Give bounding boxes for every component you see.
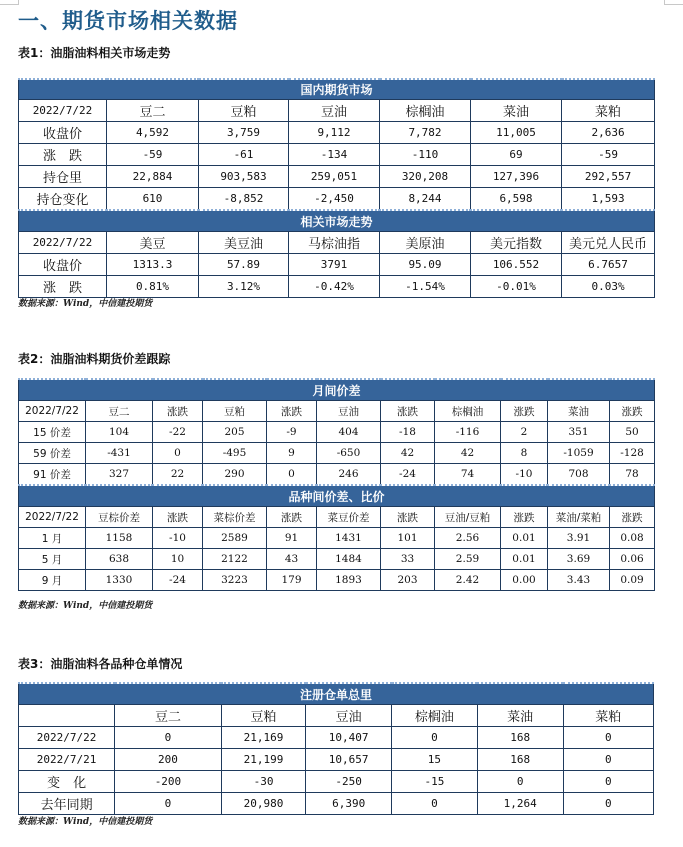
row-label: 91 价差 — [19, 464, 86, 486]
cell: 0 — [563, 749, 653, 771]
cell: 3.69 — [548, 549, 610, 570]
cell: -61 — [199, 144, 289, 166]
table1-header-row — [19, 232, 655, 254]
header-cell: 豆粕 — [221, 705, 306, 727]
cell: -116 — [435, 422, 501, 443]
cell: -9 — [267, 422, 317, 443]
cell: -200 — [115, 771, 222, 793]
table3-caption: 表3：油脂油料各品种仓单情况 — [18, 657, 183, 671]
table-row — [19, 144, 655, 166]
cell: 0.01 — [501, 549, 548, 570]
header-cell: 豆二 — [107, 100, 199, 122]
header-cell: 菜油 — [548, 401, 610, 422]
row-label: 持仓里 — [19, 166, 107, 188]
row-label: 2022/7/22 — [19, 727, 115, 749]
cell: -59 — [107, 144, 199, 166]
cell: 3.12% — [199, 276, 289, 298]
band-title: 品种间价差、比价 — [19, 485, 655, 507]
cell: 0 — [115, 793, 222, 815]
cell: 3223 — [203, 570, 267, 591]
cell: 205 — [203, 422, 267, 443]
cell: 320,208 — [380, 166, 471, 188]
cell: 0 — [392, 793, 478, 815]
cell: -0.42% — [289, 276, 380, 298]
cell: -1059 — [548, 443, 610, 464]
cell: 3.43 — [548, 570, 610, 591]
header-cell: 菜油 — [471, 100, 562, 122]
cell: 0.01 — [501, 528, 548, 549]
cell: 69 — [471, 144, 562, 166]
header-cell: 涨跌 — [610, 507, 655, 528]
cell: 404 — [317, 422, 381, 443]
cell: -110 — [380, 144, 471, 166]
cell: 0 — [563, 727, 653, 749]
cell: -1.54% — [380, 276, 471, 298]
table1-market-trend — [18, 78, 655, 298]
cell: -8,852 — [199, 188, 289, 211]
cell: -22 — [153, 422, 203, 443]
table-row — [19, 727, 654, 749]
cell: 0.81% — [107, 276, 199, 298]
row-label: 持仓变化 — [19, 188, 107, 211]
table2-header-row — [19, 401, 655, 422]
table-row — [19, 276, 655, 298]
cell: 10,657 — [306, 749, 392, 771]
header-cell: 涨跌 — [153, 507, 203, 528]
cell: -18 — [381, 422, 435, 443]
header-cell: 涨跌 — [610, 401, 655, 422]
table3-section-title-row — [19, 683, 654, 705]
cell: 2.42 — [435, 570, 501, 591]
cell: 2122 — [203, 549, 267, 570]
cell: 10,407 — [306, 727, 392, 749]
header-cell — [19, 705, 115, 727]
cell: -650 — [317, 443, 381, 464]
header-cell: 豆粕 — [199, 100, 289, 122]
cell: 91 — [267, 528, 317, 549]
row-label: 涨 跌 — [19, 144, 107, 166]
row-label: 去年同期 — [19, 793, 115, 815]
cell: 708 — [548, 464, 610, 486]
table1-caption: 表1：油脂油料相关市场走势 — [18, 46, 171, 60]
cell: 179 — [267, 570, 317, 591]
row-label: 收盘价 — [19, 122, 107, 144]
table3-warehouse-receipts — [18, 682, 654, 815]
table-row — [19, 528, 655, 549]
cell: -2,450 — [289, 188, 380, 211]
cell: -30 — [221, 771, 306, 793]
header-cell: 美豆油 — [199, 232, 289, 254]
header-cell: 2022/7/22 — [19, 401, 86, 422]
cell: 127,396 — [471, 166, 562, 188]
header-cell: 涨跌 — [381, 401, 435, 422]
header-cell: 棕榈油 — [392, 705, 478, 727]
cell: 3.91 — [548, 528, 610, 549]
header-cell: 豆油 — [306, 705, 392, 727]
table2-section-monthly-title-row — [19, 379, 655, 401]
cell: 200 — [115, 749, 222, 771]
table2-header-row — [19, 507, 655, 528]
table-row — [19, 188, 655, 211]
cell: 1158 — [86, 528, 153, 549]
cell: 20,980 — [221, 793, 306, 815]
table2-section-intervariety-title-row — [19, 485, 655, 507]
cell: 1893 — [317, 570, 381, 591]
header-cell: 美元兑人民币 — [562, 232, 655, 254]
header-cell: 菜粕 — [563, 705, 653, 727]
cell: 1484 — [317, 549, 381, 570]
cell: 0 — [115, 727, 222, 749]
table-row — [19, 749, 654, 771]
cell: 2.56 — [435, 528, 501, 549]
cell: 101 — [381, 528, 435, 549]
table-row — [19, 166, 655, 188]
cell: 95.09 — [380, 254, 471, 276]
cell: 9,112 — [289, 122, 380, 144]
cell: 57.89 — [199, 254, 289, 276]
table-row — [19, 793, 654, 815]
cell: 246 — [317, 464, 381, 486]
cell: -24 — [153, 570, 203, 591]
cell: 0 — [153, 443, 203, 464]
cell: 0.03% — [562, 276, 655, 298]
header-cell: 豆粕 — [203, 401, 267, 422]
cell: 2 — [501, 422, 548, 443]
cell: -10 — [153, 528, 203, 549]
table2-caption: 表2：油脂油料期货价差跟踪 — [18, 352, 171, 366]
row-label: 涨 跌 — [19, 276, 107, 298]
cell: 104 — [86, 422, 153, 443]
cell: 1431 — [317, 528, 381, 549]
row-label: 59 价差 — [19, 443, 86, 464]
cell: 351 — [548, 422, 610, 443]
header-cell: 菜豆价差 — [317, 507, 381, 528]
cell: 42 — [435, 443, 501, 464]
table3-header-row — [19, 705, 654, 727]
cell: 22,884 — [107, 166, 199, 188]
table-row — [19, 122, 655, 144]
header-cell: 菜油 — [477, 705, 563, 727]
table-row — [19, 464, 655, 486]
cell: -24 — [381, 464, 435, 486]
cell: 6,598 — [471, 188, 562, 211]
cell: 2.59 — [435, 549, 501, 570]
cell: -250 — [306, 771, 392, 793]
cell: 8 — [501, 443, 548, 464]
cell: 1313.3 — [107, 254, 199, 276]
cell: 290 — [203, 464, 267, 486]
cell: 168 — [477, 749, 563, 771]
cell: 8,244 — [380, 188, 471, 211]
cell: 33 — [381, 549, 435, 570]
table-row — [19, 570, 655, 591]
table3-source-note: 数据来源：Wind，中信建投期货 — [18, 817, 153, 827]
table1-section-related-title-row — [19, 210, 655, 232]
cell: 22 — [153, 464, 203, 486]
cell: 3791 — [289, 254, 380, 276]
cell: -134 — [289, 144, 380, 166]
header-cell: 涨跌 — [267, 507, 317, 528]
cell: 43 — [267, 549, 317, 570]
table1-section-domestic-title-row — [19, 79, 655, 100]
cell: 0.08 — [610, 528, 655, 549]
header-cell: 棕榈油 — [380, 100, 471, 122]
header-cell: 2022/7/22 — [19, 100, 107, 122]
cell: 6.7657 — [562, 254, 655, 276]
row-label: 2022/7/21 — [19, 749, 115, 771]
header-cell: 涨跌 — [153, 401, 203, 422]
table-row — [19, 771, 654, 793]
page-corner-mark — [664, 0, 683, 5]
header-cell: 美豆 — [107, 232, 199, 254]
cell: 0 — [563, 771, 653, 793]
cell: 50 — [610, 422, 655, 443]
row-label: 5 月 — [19, 549, 86, 570]
cell: 7,782 — [380, 122, 471, 144]
page-corner-mark — [0, 0, 19, 5]
cell: 0 — [267, 464, 317, 486]
table-row — [19, 422, 655, 443]
row-label: 变 化 — [19, 771, 115, 793]
cell: 2,636 — [562, 122, 655, 144]
cell: 6,390 — [306, 793, 392, 815]
header-cell: 豆棕价差 — [86, 507, 153, 528]
row-label: 9 月 — [19, 570, 86, 591]
row-label: 15 价差 — [19, 422, 86, 443]
cell: 74 — [435, 464, 501, 486]
table1-header-row — [19, 100, 655, 122]
band-title: 国内期货市场 — [19, 79, 655, 100]
cell: 0 — [477, 771, 563, 793]
cell: 168 — [477, 727, 563, 749]
cell: 903,583 — [199, 166, 289, 188]
header-cell: 菜棕价差 — [203, 507, 267, 528]
cell: -495 — [203, 443, 267, 464]
table1-source-note: 数据来源：Wind，中信建投期货 — [18, 299, 153, 309]
table2-spread-tracking — [18, 378, 655, 591]
cell: -431 — [86, 443, 153, 464]
header-cell: 豆二 — [115, 705, 222, 727]
header-cell: 马棕油指 — [289, 232, 380, 254]
cell: 0.06 — [610, 549, 655, 570]
cell: 638 — [86, 549, 153, 570]
band-title: 注册仓单总里 — [19, 683, 654, 705]
header-cell: 2022/7/22 — [19, 507, 86, 528]
row-label: 1 月 — [19, 528, 86, 549]
cell: 1,264 — [477, 793, 563, 815]
header-cell: 美元指数 — [471, 232, 562, 254]
header-cell: 涨跌 — [501, 401, 548, 422]
cell: 0.09 — [610, 570, 655, 591]
header-cell: 豆油 — [289, 100, 380, 122]
table-row — [19, 443, 655, 464]
cell: 10 — [153, 549, 203, 570]
row-label: 收盘价 — [19, 254, 107, 276]
cell: 203 — [381, 570, 435, 591]
header-cell: 涨跌 — [501, 507, 548, 528]
cell: 1330 — [86, 570, 153, 591]
cell: 1,593 — [562, 188, 655, 211]
header-cell: 豆二 — [86, 401, 153, 422]
cell: -0.01% — [471, 276, 562, 298]
cell: -59 — [562, 144, 655, 166]
band-title: 相关市场走势 — [19, 210, 655, 232]
cell: 78 — [610, 464, 655, 486]
cell: 11,005 — [471, 122, 562, 144]
cell: 9 — [267, 443, 317, 464]
header-cell: 豆油 — [317, 401, 381, 422]
header-cell: 菜粕 — [562, 100, 655, 122]
header-cell: 棕榈油 — [435, 401, 501, 422]
cell: 292,557 — [562, 166, 655, 188]
table-row — [19, 549, 655, 570]
cell: 4,592 — [107, 122, 199, 144]
cell: -10 — [501, 464, 548, 486]
header-cell: 豆油/豆粕 — [435, 507, 501, 528]
section-heading: 一、期货市场相关数据 — [18, 9, 238, 33]
header-cell: 涨跌 — [267, 401, 317, 422]
header-cell: 涨跌 — [381, 507, 435, 528]
cell: 3,759 — [199, 122, 289, 144]
band-title: 月间价差 — [19, 379, 655, 401]
cell: 259,051 — [289, 166, 380, 188]
cell: 2589 — [203, 528, 267, 549]
cell: -15 — [392, 771, 478, 793]
cell: -128 — [610, 443, 655, 464]
cell: 21,169 — [221, 727, 306, 749]
cell: 21,199 — [221, 749, 306, 771]
cell: 15 — [392, 749, 478, 771]
header-cell: 美原油 — [380, 232, 471, 254]
table2-source-note: 数据来源：Wind，中信建投期货 — [18, 601, 153, 611]
header-cell: 菜油/菜粕 — [548, 507, 610, 528]
table-row — [19, 254, 655, 276]
header-cell: 2022/7/22 — [19, 232, 107, 254]
cell: 106.552 — [471, 254, 562, 276]
cell: 327 — [86, 464, 153, 486]
cell: 0 — [563, 793, 653, 815]
cell: 610 — [107, 188, 199, 211]
cell: 0.00 — [501, 570, 548, 591]
cell: 42 — [381, 443, 435, 464]
cell: 0 — [392, 727, 478, 749]
